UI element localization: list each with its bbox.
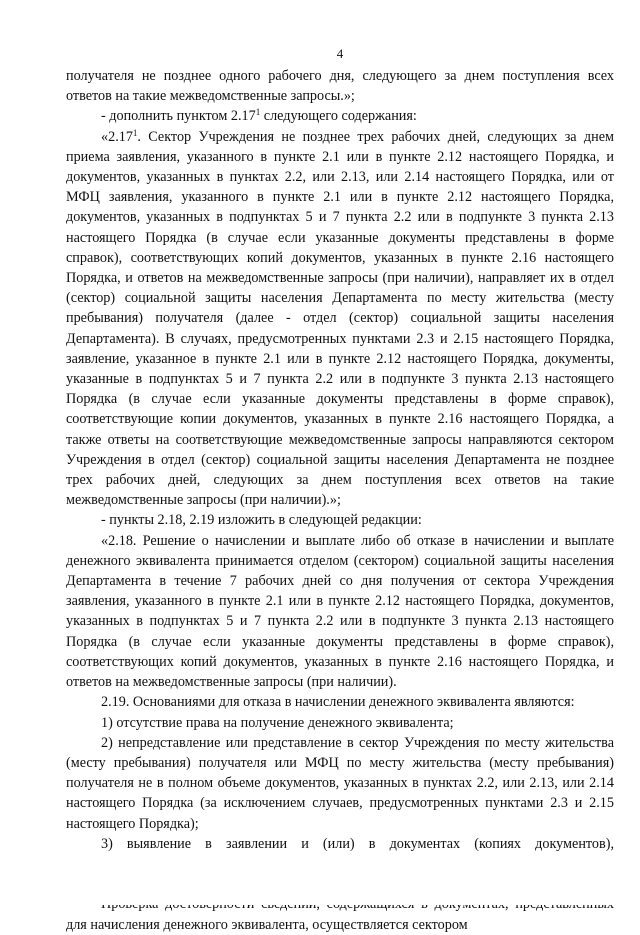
paragraph-ground-3: 3) выявление в заявлении и (или) в документах (копиях документов),	[101, 835, 614, 852]
superscript-one: 1	[132, 127, 138, 138]
paragraph-continuation: получателя не позднее одного рабочего дня, следующего за днем поступления всех ответов на такие межведомственные запросы.»;	[66, 68, 614, 105]
superscript-one: 1	[255, 107, 261, 118]
paragraph-clause-2-17-1: «2.17$^1$. Сектор Учреждения не позднее трех рабочих дней, следующих за днем приема заявления, указанного в пункте 2.1 или в пункте 2.12 настоящего Порядка, и документов, указанных в пунктах 2.2, или 2.13, или 2.14 настоящего Порядка, или от МФЦ заявления, указанного в пункте 2.1 или в пункте 2.12 настоящего Порядка, документов, указанных в подпунктах 5 и 7 пункта 2.2 или в подпункте 3 пункта 2.13 настоящего Порядка (в случае если указанные документы представлены в форме справок), соответствующих копий документов, указанных в пункте 2.16 настоящего Порядка, и ответов на межведомственные запросы (при наличии), направляет их в отдел (сектор) социальной защиты населения Департамента по месту жительства (месту пребывания) получателя (далее - отдел (сектор) социальной защиты населения Департамента). В случаях, предусмотренных пунктами 2.3 и 2.15 настоящего Порядка, заявление, указанное в пункте 2.1 или в пункте 2.12 настоящего Порядка, документы, указанные в подпунктах 5 и 7 пункта 2.2 или в подпункте 3 пункта 2.13 настоящего Порядка (в случае если указанные документы представлены в форме справок), соответствующие копии документов, указанных в пункте 2.16 настоящего Порядка, а также ответы на соответствующие межведомственные запросы направляются сектором Учреждения в отдел (сектор) социальной защиты населения Департамента не позднее трех рабочих дней, следующих за днем поступления всех ответов на такие межведомственные запросы (при наличии).»;	[66, 127, 614, 509]
page-number: 4	[336, 46, 344, 61]
paragraph-amendment-2-18-2-19: - пункты 2.18, 2.19 изложить в следующей редакции:	[101, 512, 422, 529]
paragraph-verification: для начисления денежного эквивалента, осуществляется сектором	[66, 916, 468, 933]
paragraph-ground-1: 1) отсутствие права на получение денежного эквивалента;	[101, 714, 454, 731]
paragraph-clause-2-18: «2.18. Решение о начислении и выплате либо об отказе в начислении и выплате денежного эквивалента принимается отделом (сектором) социальной защиты населения Департамента в течение 7 рабочих дней со дня получения от сектора Учреждения заявления, указанного в пункте 2.1 или в пункте 2.12 настоящего Порядка, документов, указанных в подпунктах 5 и 7 пункта 2.2 или в подпункте 3 пункта 2.13 настоящего Порядка (в случае если указанные документы представлены в форме справок), соответствующих копий документов, указанных в пункте 2.16 настоящего Порядка, и ответов на межведомственные запросы (при наличии).	[66, 532, 614, 691]
paragraph-amendment-add-2-17-1: - дополнить пунктом 2.17$^1$ следующего содержания:	[101, 107, 417, 125]
page-bottom-margin	[0, 854, 640, 905]
document-body	[66, 66, 614, 935]
paragraph-clause-2-19: 2.19. Основаниями для отказа в начислении денежного эквивалента являются:	[101, 694, 575, 711]
paragraph-ground-2: 2) непредставление или представление в сектор Учреждения по месту жительства (месту пребывания) получателя или МФЦ по месту жительства (месту пребывания) получателя не в полном объеме документов, указанных в пунктах 2.2, или 2.13, или 2.14 настоящего Порядка (за исключением случаев, предусмотренных пунктами 2.3 и 2.15 настоящего Порядка);	[66, 734, 614, 832]
